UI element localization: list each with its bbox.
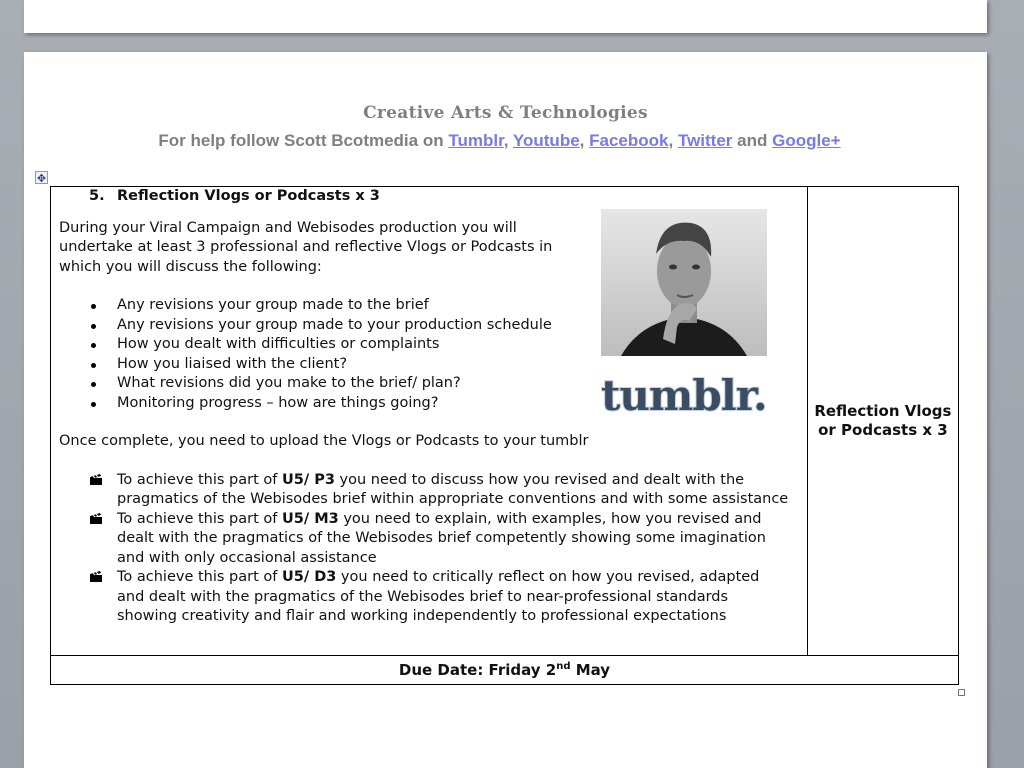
- due-date-cell[interactable]: [51, 656, 959, 685]
- help-prefix: For help follow Scott Bcotmedia on: [158, 131, 444, 150]
- criteria-item: [59, 568, 799, 627]
- separator-and: and: [737, 131, 768, 150]
- googleplus-link[interactable]: Google+: [772, 131, 841, 150]
- criteria-text: To achieve this part of: [117, 510, 282, 527]
- tumblr-logo[interactable]: [601, 371, 771, 420]
- due-date-suffix: nd: [556, 661, 571, 672]
- unit-label-cell[interactable]: [807, 187, 958, 656]
- facebook-link[interactable]: Facebook: [589, 131, 669, 150]
- list-item: Any revisions your group made to your production schedule: [59, 316, 799, 336]
- youtube-link[interactable]: Youtube: [512, 131, 580, 150]
- criteria-item: [59, 510, 799, 569]
- assignment-table: [50, 186, 959, 685]
- criteria-text: you need to explain, with examples, how you revised and dealt with the pragmatics of the Webisodes brief competently showing some imagination and with only occasional assistance: [117, 510, 766, 566]
- due-date: Due Date: Friday 2: [398, 661, 557, 679]
- list-item: How you liaised with the client?: [59, 355, 799, 375]
- tumblr-logo-text: tumblr.: [601, 371, 767, 420]
- twitter-link[interactable]: Twitter: [677, 131, 733, 150]
- task-cell[interactable]: [51, 187, 808, 656]
- list-item: Monitoring progress – how are things going?: [59, 394, 799, 414]
- upload-instruction: Once complete, you need to upload the Vlogs or Podcasts to your tumblr: [59, 433, 589, 449]
- list-item: What revisions did you make to the brief/ plan?: [59, 374, 799, 394]
- due-date-month: May: [570, 661, 611, 679]
- criteria-item: [59, 471, 799, 510]
- intro-paragraph: During your Viral Campaign and Webisodes production you will undertake at least 3 professional and reflective Vlogs or Podcasts in which you will discuss the following:: [59, 219, 553, 275]
- document-page[interactable]: [24, 52, 987, 768]
- clapperboard-icon: [89, 571, 103, 583]
- criteria-code: U5/ M3: [281, 510, 339, 527]
- criteria-text: To achieve this part of: [117, 569, 282, 585]
- separator: ,: [668, 131, 674, 150]
- table-resize-handle[interactable]: [958, 689, 965, 696]
- criteria-code: U5/ D3: [281, 569, 337, 585]
- separator: ,: [579, 131, 585, 150]
- clapperboard-icon: [89, 513, 103, 525]
- section-number: 5.: [89, 188, 105, 204]
- list-item: How you dealt with difficulties or complaints: [59, 335, 799, 355]
- section-heading-text: Reflection Vlogs or Podcasts x 3: [117, 188, 380, 204]
- move-cross-icon[interactable]: ✥: [36, 172, 47, 185]
- clapperboard-icon: [89, 474, 103, 486]
- unit-label: Reflection Vlogs or Podcasts x 3: [814, 402, 952, 439]
- criteria-text: To achieve this part of: [117, 471, 282, 488]
- separator: ,: [503, 131, 509, 150]
- section-heading: [59, 187, 799, 207]
- criteria-text: you need to critically reflect on how you revised, adapted and dealt with the pragmatics of the Webisodes brief to near-professional standards showing creativity and flair and working independently to professional expectations: [117, 569, 760, 624]
- criteria-text: you need to discuss how you revised and dealt with the pragmatics of the Webisodes brief within appropriate conventions and with some assistance: [117, 471, 789, 507]
- portrait-photo[interactable]: [601, 209, 767, 356]
- page-title: Creative Arts & Technologies: [363, 103, 648, 123]
- criteria-list: [59, 471, 799, 627]
- previous-page: [24, 0, 987, 33]
- tumblr-link[interactable]: Tumblr: [448, 131, 504, 150]
- help-line: [24, 131, 975, 151]
- criteria-code: U5/ P3: [281, 471, 335, 488]
- list-item: Any revisions your group made to the brief: [59, 296, 799, 316]
